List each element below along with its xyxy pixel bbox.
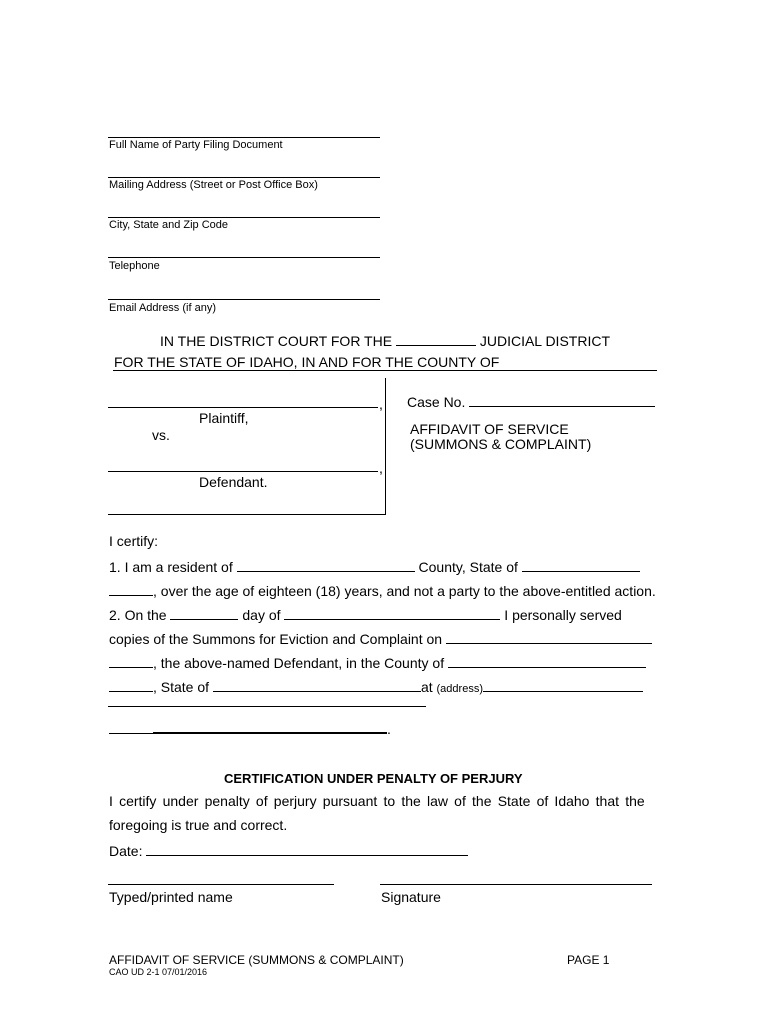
p5-text-b: at: [420, 679, 433, 695]
vs-label: vs.: [152, 427, 170, 443]
certify-heading: I certify:: [109, 533, 159, 549]
service-county-blank-cont[interactable]: [109, 677, 153, 692]
mailing-address-label: Mailing Address (Street or Post Office Box): [109, 179, 318, 191]
paragraph1-line2: [109, 581, 656, 599]
p5-address-label: (address): [436, 683, 483, 695]
footer-page-number: PAGE 1: [567, 953, 610, 967]
address-continuation-line[interactable]: [108, 706, 426, 707]
paragraph1-line1: [109, 557, 640, 575]
county-underline[interactable]: [113, 370, 657, 371]
service-county-blank[interactable]: [448, 653, 646, 668]
p5-text-a: , State of: [153, 679, 210, 695]
paragraph2-line6: [109, 718, 391, 737]
certification-heading: CERTIFICATION UNDER PENALTY OF PERJURY: [224, 771, 523, 786]
caption-vertical-rule: [385, 378, 386, 515]
city-state-zip-line[interactable]: [108, 217, 380, 218]
address-final-blank-b[interactable]: [153, 718, 387, 734]
resident-county-blank[interactable]: [237, 557, 415, 572]
court-heading-line1-b: JUDICIAL DISTRICT: [479, 333, 610, 349]
defendant-label: Defendant.: [199, 474, 268, 490]
footer-form-code: CAO UD 2-1 07/01/2016: [109, 967, 208, 977]
p3-text-a: copies of the Summons for Eviction and Complaint on: [109, 631, 443, 647]
caption-bottom-rule: [108, 514, 386, 515]
court-heading-line1: [160, 331, 610, 349]
served-person-blank[interactable]: [446, 629, 652, 644]
defendant-name-line[interactable]: [108, 471, 378, 472]
p4-text-a: , the above-named Defendant, in the County of: [153, 655, 445, 671]
date-blank[interactable]: [146, 841, 468, 856]
paragraph2-line2: [109, 629, 652, 647]
resident-state-blank-cont[interactable]: [109, 581, 153, 596]
p1-text-a: 1. I am a resident of: [109, 559, 233, 575]
telephone-label: Telephone: [109, 260, 160, 272]
plaintiff-label: Plaintiff,: [199, 410, 249, 426]
plaintiff-comma: ,: [379, 396, 383, 412]
case-number-blank[interactable]: [469, 392, 655, 407]
defendant-comma: ,: [379, 460, 383, 476]
mailing-address-line[interactable]: [108, 177, 380, 178]
court-heading-line2: FOR THE STATE OF IDAHO, IN AND FOR THE COUNTY OF: [114, 354, 500, 370]
p1-text-b: County, State of: [418, 559, 518, 575]
p2-text-a: 2. On the: [109, 607, 167, 623]
address-final-blank-a[interactable]: [109, 719, 153, 734]
p2-text-c: I personally served: [504, 607, 622, 623]
service-address-blank[interactable]: [483, 677, 643, 692]
email-line[interactable]: [108, 299, 380, 300]
footer-title: AFFIDAVIT OF SERVICE (SUMMONS & COMPLAINT): [109, 953, 404, 967]
document-title-line2: (SUMMONS & COMPLAINT): [410, 436, 592, 452]
judicial-district-blank[interactable]: [396, 331, 476, 346]
email-label: Email Address (if any): [109, 302, 216, 314]
full-name-line[interactable]: [108, 137, 380, 138]
plaintiff-name-line[interactable]: [108, 407, 378, 408]
city-state-zip-label: City, State and Zip Code: [109, 219, 229, 231]
signature-line[interactable]: [380, 884, 652, 885]
certification-text-line2: foregoing is true and correct.: [109, 817, 288, 833]
case-number-row: [407, 392, 655, 410]
paragraph2-line1: [109, 605, 622, 623]
full-name-label: Full Name of Party Filing Document: [109, 139, 283, 151]
certification-text-line1: I certify under penalty of perjury pursuant to the law of the State of Idaho that the: [109, 793, 645, 809]
date-label: Date:: [109, 843, 143, 859]
typed-name-label: Typed/printed name: [109, 889, 233, 905]
signature-label: Signature: [381, 889, 441, 905]
typed-name-line[interactable]: [108, 884, 334, 885]
paragraph2-line3: [109, 653, 646, 671]
telephone-line[interactable]: [108, 257, 380, 258]
served-person-blank-cont[interactable]: [109, 653, 153, 668]
service-state-blank[interactable]: [213, 677, 421, 692]
date-row: [109, 841, 468, 859]
document-title-line1: AFFIDAVIT OF SERVICE: [410, 421, 569, 437]
resident-state-blank[interactable]: [522, 557, 640, 572]
p7-period: .: [387, 721, 391, 737]
p1-text-c: , over the age of eighteen (18) years, and not a party to the above-entitled action.: [153, 583, 656, 599]
p2-text-b: day of: [242, 607, 281, 623]
service-month-blank[interactable]: [284, 605, 500, 620]
court-heading-line1-a: IN THE DISTRICT COURT FOR THE: [160, 333, 393, 349]
paragraph2-line4: [109, 677, 643, 695]
service-day-blank[interactable]: [170, 605, 238, 620]
case-number-label: Case No.: [407, 394, 466, 410]
